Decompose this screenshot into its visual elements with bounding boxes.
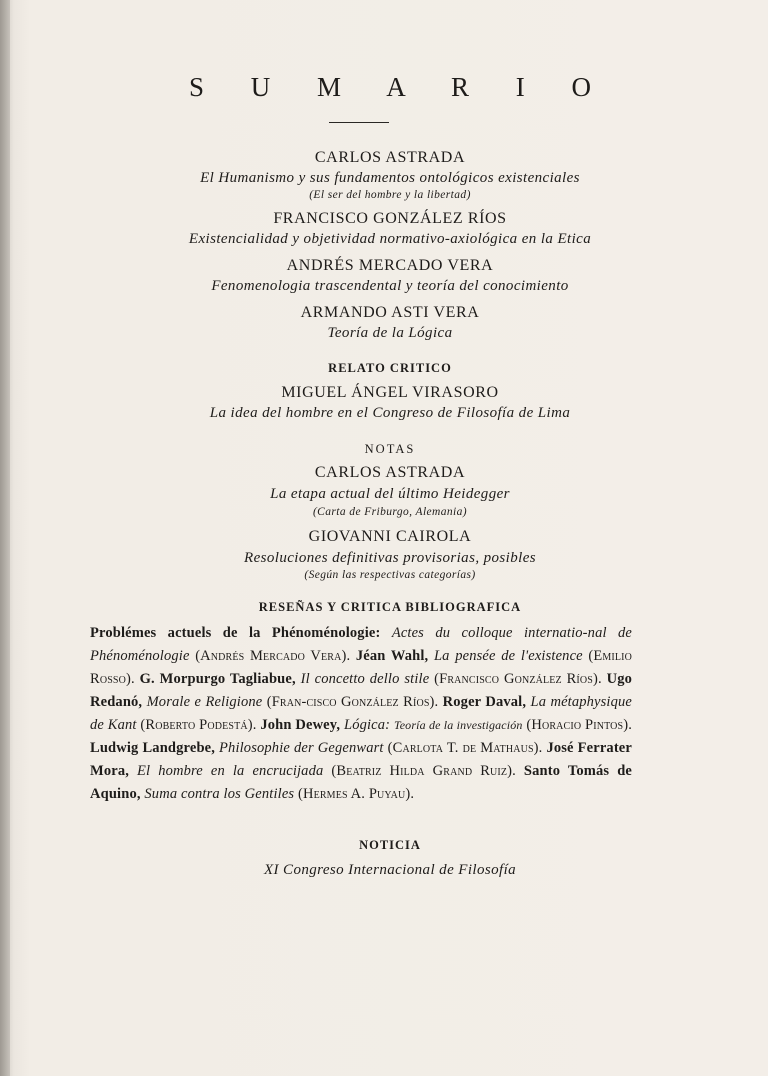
bibliography-run: Ugo Redanó, [90,671,632,710]
bibliography-run: El hombre en la encrucijada [137,763,324,779]
bibliography-run: ). [247,717,261,733]
bibliography-run: ). [592,671,607,687]
entry-author: FRANCISCO GONZÁLEZ RÍOS [273,210,507,227]
bibliography-run: Philosophie der Gegenwart [219,740,384,756]
bibliography-run: Lógica: [343,717,391,733]
bibliography-run: Beatriz Hilda Grand Ruiz [336,763,508,779]
section-heading-noticia: NOTICIA [359,838,421,852]
bibliography-run: Andrés Mercado Vera [200,648,342,664]
entry-author: ARMANDO ASTI VERA [300,304,480,321]
entry-work: Fenomenologia trascendental y teoría del conocimiento [211,278,569,294]
bibliography-run: Roger Daval, [442,694,527,710]
bibliography-run: Emilio Rosso [90,648,633,687]
bibliography-run: Hermes A. Puyau [302,786,406,802]
bibliography-run: Carlota T. de Mathaus [392,740,534,756]
entry-work: El Humanismo y sus fundamentos ontológicos existenciales [200,170,580,186]
bibliography-run: Problémes actuels de la Phénoménologie: [90,625,381,641]
section-heading-notas: NOTAS [364,442,416,456]
bibliography-run: Jéan Wahl, [355,648,429,664]
entry-work: Existencialidad y objetividad normativo-axiológica en la Etica [188,231,592,247]
entry-author: ANDRÉS MERCADO VERA [286,257,494,274]
bibliography-run: John Dewey, [260,717,341,733]
bibliography-run: Actes du colloque internatio-nal de Phénoménologie [90,625,632,664]
bibliography-run: Horacio Pintos [531,717,624,733]
bibliography-run: ( [522,717,532,733]
bibliography-run: ( [323,763,337,779]
bibliography-run: Fran-cisco González Ríos [271,694,430,710]
bibliography-run: ( [189,648,201,664]
title-rule [329,122,389,123]
bibliography-run: ( [294,786,303,802]
bibliography-run: José Ferrater Mora, [90,740,632,779]
bibliography-run: ( [136,717,146,733]
page-title: S U M A R I O [188,72,612,102]
bibliography-run: Roberto Podestá [145,717,248,733]
section-heading-relato: RELATO CRITICO [328,361,452,375]
entry-work: XI Congreso Internacional de Filosofía [263,862,517,878]
bibliography-run: Morale e Religione [146,694,263,710]
bibliography-run: Suma contra los Gentiles [144,786,295,802]
bibliography-run: ). [533,740,547,756]
bibliography-run: La métaphysique de Kant [90,694,632,733]
entry-author: CARLOS ASTRADA [314,464,466,481]
bibliography-run: ). [507,763,524,779]
bibliography-run: ( [262,694,272,710]
entry-author: GIOVANNI CAIROLA [308,528,472,545]
entry-work: La idea del hombre en el Congreso de Filosofía de Lima [209,405,571,421]
bibliography-run: ). [623,717,633,733]
bibliography-run [129,763,137,779]
bibliography-run: Il concetto dello stile [300,671,430,687]
bibliography-run: ( [429,671,440,687]
entry-author: CARLOS ASTRADA [314,149,466,166]
book-spine-shadow [0,0,10,1076]
bibliography-run: ). [341,648,356,664]
bibliography-run: ( [582,648,594,664]
entry-work: La etapa actual del último Heidegger [270,486,510,502]
section-heading-resenas: RESEÑAS Y CRITICA BIBLIOGRAFICA [258,600,522,614]
entry-subtitle: (El ser del hombre y la libertad) [309,189,471,201]
entry-author: MIGUEL ÁNGEL VIRASORO [281,384,499,401]
entry-work: Resoluciones definitivas provisorias, posibles [244,550,536,566]
bibliography-run [380,625,391,641]
bibliography-run: Santo Tomás de Aquino, [90,763,632,802]
bibliography-run: ). [126,671,140,687]
bibliography-run: ( [383,740,393,756]
bibliography-run: Francisco González Ríos [439,671,593,687]
bibliography-run: ). [405,786,415,802]
bibliography-run: Teoría de la investigación [393,718,523,732]
entry-subtitle: (Carta de Friburgo, Alemania) [312,506,468,518]
bibliography-run: Ludwig Landgrebe, [90,740,216,756]
bibliography-run: G. Morpurgo Tagliabue, [139,671,296,687]
bibliography-run: ). [429,694,443,710]
entry-work: Teoría de la Lógica [327,325,453,341]
bibliography-run: La pensée de l'existence [433,648,583,664]
bibliography-paragraph [90,622,632,806]
entry-subtitle: (Según las respectivas categorías) [304,569,476,581]
